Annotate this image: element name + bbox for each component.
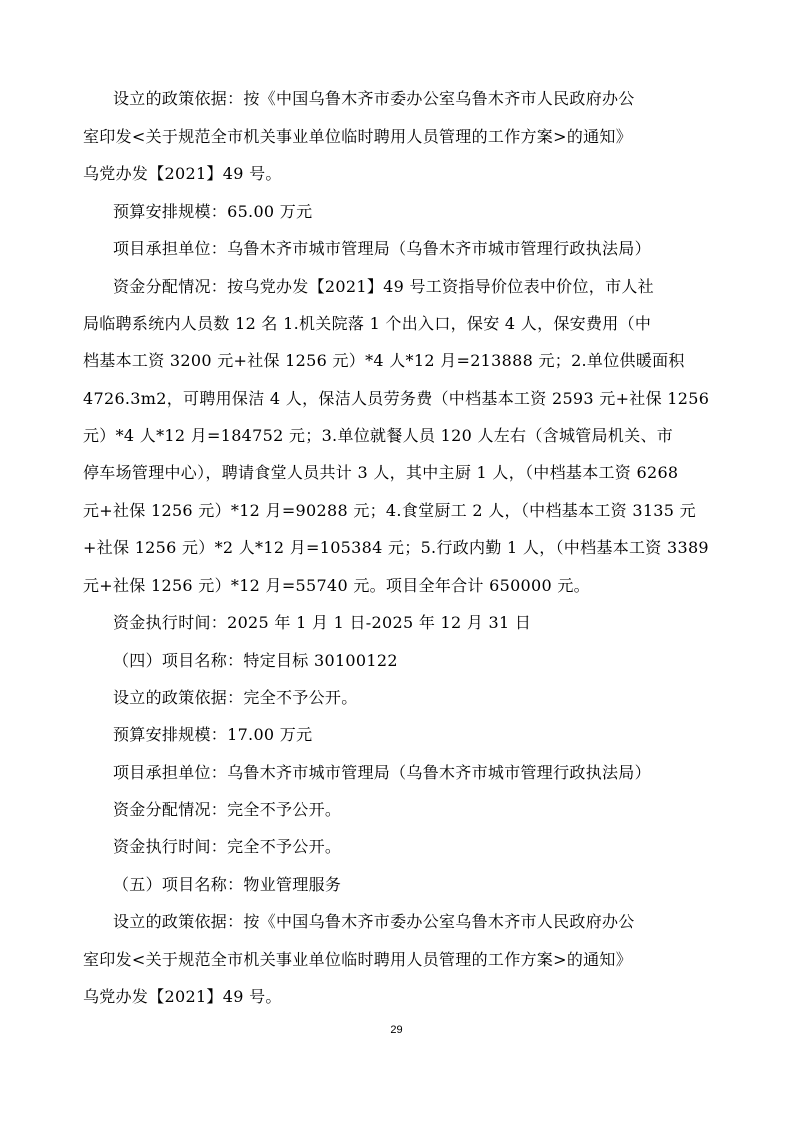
project-4-policy-basis-line: 设立的政策依据：完全不予公开。 (113, 688, 358, 707)
project-4-fund-allocation-line: 资金分配情况：完全不予公开。 (113, 800, 342, 819)
policy-basis-line-1: 设立的政策依据：按《中国乌鲁木齐市委办公室乌鲁木齐市人民政府办公 (113, 89, 635, 108)
project-4-budget-scale-line: 预算安排规模：17.00 万元 (113, 725, 313, 744)
fund-allocation-line-2: 局临聘系统内人员数 12 名 1.机关院落 1 个出入口，保安 4 人，保安费用（中 (83, 314, 652, 333)
fund-allocation-line-7: 元+社保 1256 元）*12 月=90288 元；4.食堂厨工 2 人，（中档基本工资 3135 元 (83, 501, 696, 520)
project-5-policy-basis-line-1: 设立的政策依据：按《中国乌鲁木齐市委办公室乌鲁木齐市人民政府办公 (113, 912, 635, 931)
page-number: 29 (390, 1024, 403, 1036)
project-5-name-line: （五）项目名称：物业管理服务 (113, 875, 342, 894)
policy-basis-line-2: 室印发<关于规范全市机关事业单位临时聘用人员管理的工作方案>的通知》 (83, 127, 633, 146)
budget-scale-line: 预算安排规模：65.00 万元 (113, 202, 313, 221)
project-4-undertaking-unit-line: 项目承担单位：乌鲁木齐市城市管理局（乌鲁木齐市城市管理行政执法局） (113, 763, 651, 782)
fund-allocation-line-5: 元）*4 人*12 月=184752 元；3.单位就餐人员 120 人左右（含城管局机关、市 (83, 426, 674, 445)
fund-allocation-line-3: 档基本工资 3200 元+社保 1256 元）*4 人*12 月=213888 元；2.单位供暖面积 (83, 351, 685, 370)
undertaking-unit-line: 项目承担单位：乌鲁木齐市城市管理局（乌鲁木齐市城市管理行政执法局） (113, 239, 651, 258)
fund-allocation-line-4: 4726.3m2，可聘用保洁 4 人，保洁人员劳务费（中档基本工资 2593 元+社保 1256 (83, 389, 710, 408)
fund-allocation-line-6: 停车场管理中心），聘请食堂人员共计 3 人，其中主厨 1 人，（中档基本工资 6268 (83, 463, 679, 482)
fund-allocation-line-1: 资金分配情况：按乌党办发【2021】49 号工资指导价位表中价位，市人社 (113, 277, 654, 296)
policy-basis-line-3: 乌党办发【2021】49 号。 (83, 164, 282, 183)
project-5-policy-basis-line-2: 室印发<关于规范全市机关事业单位临时聘用人员管理的工作方案>的通知》 (83, 950, 633, 969)
fund-allocation-line-8: +社保 1256 元）*2 人*12 月=105384 元；5.行政内勤 1 人，（中档基本工资 3389 (83, 538, 709, 557)
project-4-execution-time-line: 资金执行时间：完全不予公开。 (113, 837, 342, 856)
project-4-name-line: （四）项目名称：特定目标 30100122 (113, 651, 398, 670)
project-5-policy-basis-line-3: 乌党办发【2021】49 号。 (83, 987, 282, 1006)
fund-allocation-line-9: 元+社保 1256 元）*12 月=55740 元。项目全年合计 650000 元。 (83, 576, 590, 595)
execution-time-line: 资金执行时间：2025 年 1 月 1 日-2025 年 12 月 31 日 (113, 613, 532, 632)
